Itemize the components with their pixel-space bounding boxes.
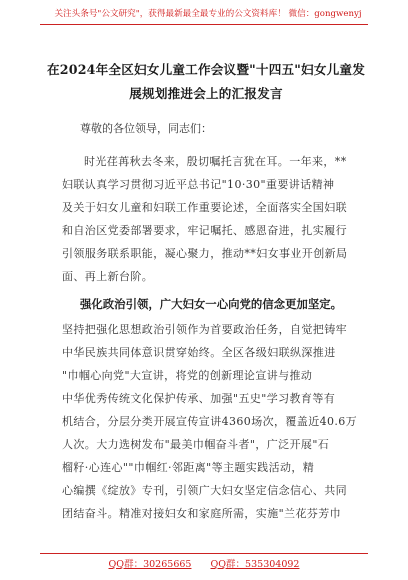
paragraph-line: 妇联认真学习贯彻习近平总书记"10·30"重要讲话精神 (62, 178, 335, 191)
section-heading: 强化政治引领，广大妇女一心向党的信念更加坚定。 (80, 297, 342, 311)
paragraph-line: 中华优秀传统文化保护传承、加强"五史"学习教育等有 (62, 392, 336, 405)
paragraph-line: 时光荏苒秋去冬来，殷切嘱托言犹在耳。一年来，** (84, 155, 347, 168)
salutation: 尊敬的各位领导，同志们： (80, 122, 212, 135)
paragraph-line: 机结合，分层分类开展宣传宣讲4360场次，覆盖近40.6万 (62, 415, 358, 428)
paragraph-line: "巾帼心向党"大宣讲，将党的创新理论宣讲与推动 (62, 369, 313, 382)
title-line-2: 展规划推进会上的汇报发言 (129, 86, 283, 101)
header-divider (40, 24, 368, 25)
footer (0, 558, 408, 571)
paragraph-line: 和自治区党委部署要求，牢记嘱托、感恩奋进，扎实履行 (62, 224, 347, 237)
paragraph-line: 人次。大力选树发布"最美巾帼奋斗者"，广泛开展"石 (62, 438, 330, 451)
paragraph-line: 面、再上新台阶。 (62, 270, 154, 283)
paragraph-line: 引领服务联系职能，凝心聚力，推动**妇女事业开创新局 (62, 247, 348, 260)
paragraph-line: 及关于妇女儿童和妇联工作重要论述，全面落实全国妇联 (62, 201, 347, 214)
paragraph-line: 心编撰《绽放》专刊，引领广大妇女坚定信念信心、共同 (62, 484, 347, 497)
paragraph-line: 榴籽·心连心""巾帼红·邻距离"等主题实践活动，精 (62, 461, 315, 474)
footer-divider (40, 553, 368, 554)
header-note: 关注头条号"公文研究"，获得最新最全最专业的公文资料库！ 微信：gongwenyj (54, 9, 362, 19)
paragraph-intro (62, 150, 362, 288)
footer-qq-group-2[interactable]: QQ群：535304092 (210, 559, 300, 570)
paragraph-section-1 (62, 318, 362, 525)
paragraph-line: 团结奋斗。精准对接妇女和家庭所需，实施"兰花芬芳巾 (62, 507, 342, 520)
paragraph-line: 坚持把强化思想政治引领作为首要政治任务，自觉把铸牢 (62, 323, 347, 336)
paragraph-line: 中华民族共同体意识贯穿始终。全区各级妇联纵深推进 (62, 346, 336, 359)
title-line-1: 在2024年全区妇女儿童工作会议暨"十四五"妇女儿童发 (46, 62, 366, 77)
document-title (40, 58, 372, 106)
footer-qq-group-1[interactable]: QQ群：30265665 (108, 559, 192, 570)
